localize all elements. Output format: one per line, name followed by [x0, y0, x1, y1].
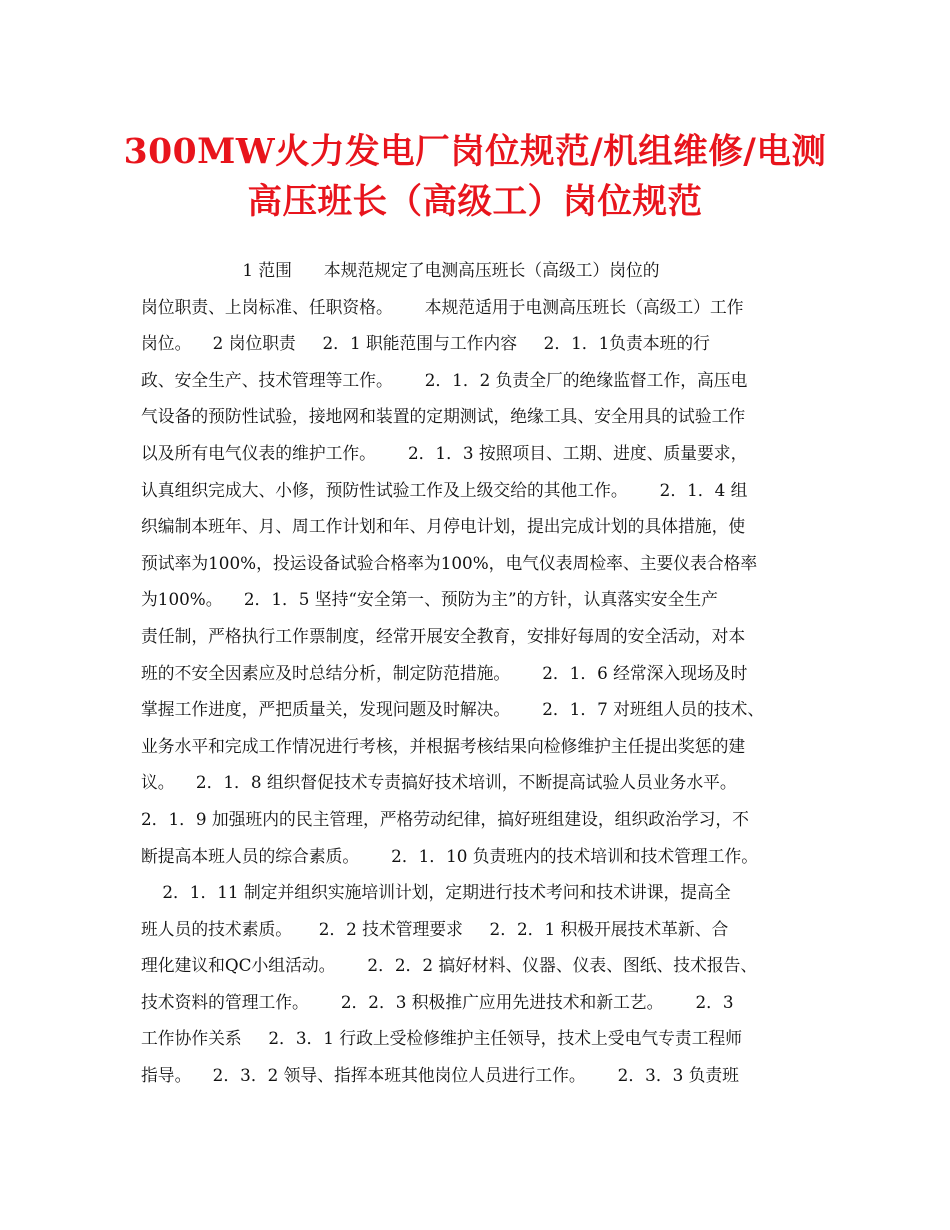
- body-line: 认真组织完成大、小修，预防性试验工作及上级交给的其他工作。 2．1．4 组: [141, 479, 748, 500]
- title-line-2: 高压班长（高级工）岗位规范: [247, 182, 703, 222]
- body-line: 议。 2．1．8 组织督促技术专责搞好技术培训，不断提高试验人员业务水平。: [141, 772, 737, 793]
- body-line: 技术资料的管理工作。 2．2．3 积极推广应用先进技术和新工艺。 2．3: [141, 991, 734, 1012]
- body-line: 工作协作关系 2．3．1 行政上受检修维护主任领导，技术上受电气专责工程师: [141, 1028, 743, 1049]
- body-line: 预试率为100%，投运设备试验合格率为100%，电气仪表周检率、主要仪表合格率: [141, 552, 758, 573]
- body-line: 业务水平和完成工作情况进行考核，并根据考核结果向检修维护主任提出奖惩的建: [141, 735, 746, 756]
- body-line: 班的不安全因素应及时总结分析，制定防范措施。 2．1．6 经常深入现场及时: [141, 662, 748, 683]
- document-title: [120, 127, 830, 227]
- body-line: 气设备的预防性试验，接地网和装置的定期测试，绝缘工具、安全用具的试验工作: [141, 406, 746, 427]
- body-line: 1 范围 本规范规定了电测高压班长（高级工）岗位的: [141, 260, 660, 280]
- body-line: 责任制，严格执行工作票制度，经常开展安全教育，安排好每周的安全活动，对本: [141, 625, 746, 646]
- body-line: 岗位职责、上岗标准、任职资格。 本规范适用于电测高压班长（高级工）工作: [141, 296, 744, 317]
- body-line: 以及所有电气仪表的维护工作。 2．1．3 按照项目、工期、进度、质量要求，: [141, 442, 748, 463]
- body-line: 2．1．11 制定并组织实施培训计划，定期进行技术考问和技术讲课，提高全: [141, 882, 731, 903]
- body-line: 2．1．9 加强班内的民主管理，严格劳动纪律，搞好班组建设，组织政治学习，不: [141, 808, 749, 829]
- body-line: 断提高本班人员的综合素质。 2．1．10 负责班内的技术培训和技术管理工作。: [141, 845, 759, 866]
- body-line: 织编制本班年、月、周工作计划和年、月停电计划，提出完成计划的具体措施，使: [141, 516, 746, 537]
- document-body: [141, 252, 826, 1094]
- body-line: 指导。 2．3．2 领导、指挥本班其他岗位人员进行工作。 2．3．3 负责班: [141, 1065, 739, 1086]
- body-line: 班人员的技术素质。 2．2 技术管理要求 2．2．1 积极开展技术革新、合: [141, 918, 729, 939]
- body-line: 政、安全生产、技术管理等工作。 2．1．2 负责全厂的绝缘监督工作，高压电: [141, 369, 748, 390]
- body-line: 岗位。 2 岗位职责 2．1 职能范围与工作内容 2．1．1负责本班的行: [141, 333, 710, 354]
- body-line: 掌握工作进度，严把质量关，发现问题及时解决。 2．1．7 对班组人员的技术、: [141, 699, 765, 720]
- body-line: 理化建议和QC小组活动。 2．2．2 搞好材料、仪器、仪表、图纸、技术报告、: [141, 955, 758, 976]
- body-line: 为100%。 2．1．5 坚持“安全第一、预防为主”的方针，认真落实安全生产: [141, 589, 718, 610]
- title-line-1: 300MW火力发电厂岗位规范/机组维修/电测: [123, 132, 827, 172]
